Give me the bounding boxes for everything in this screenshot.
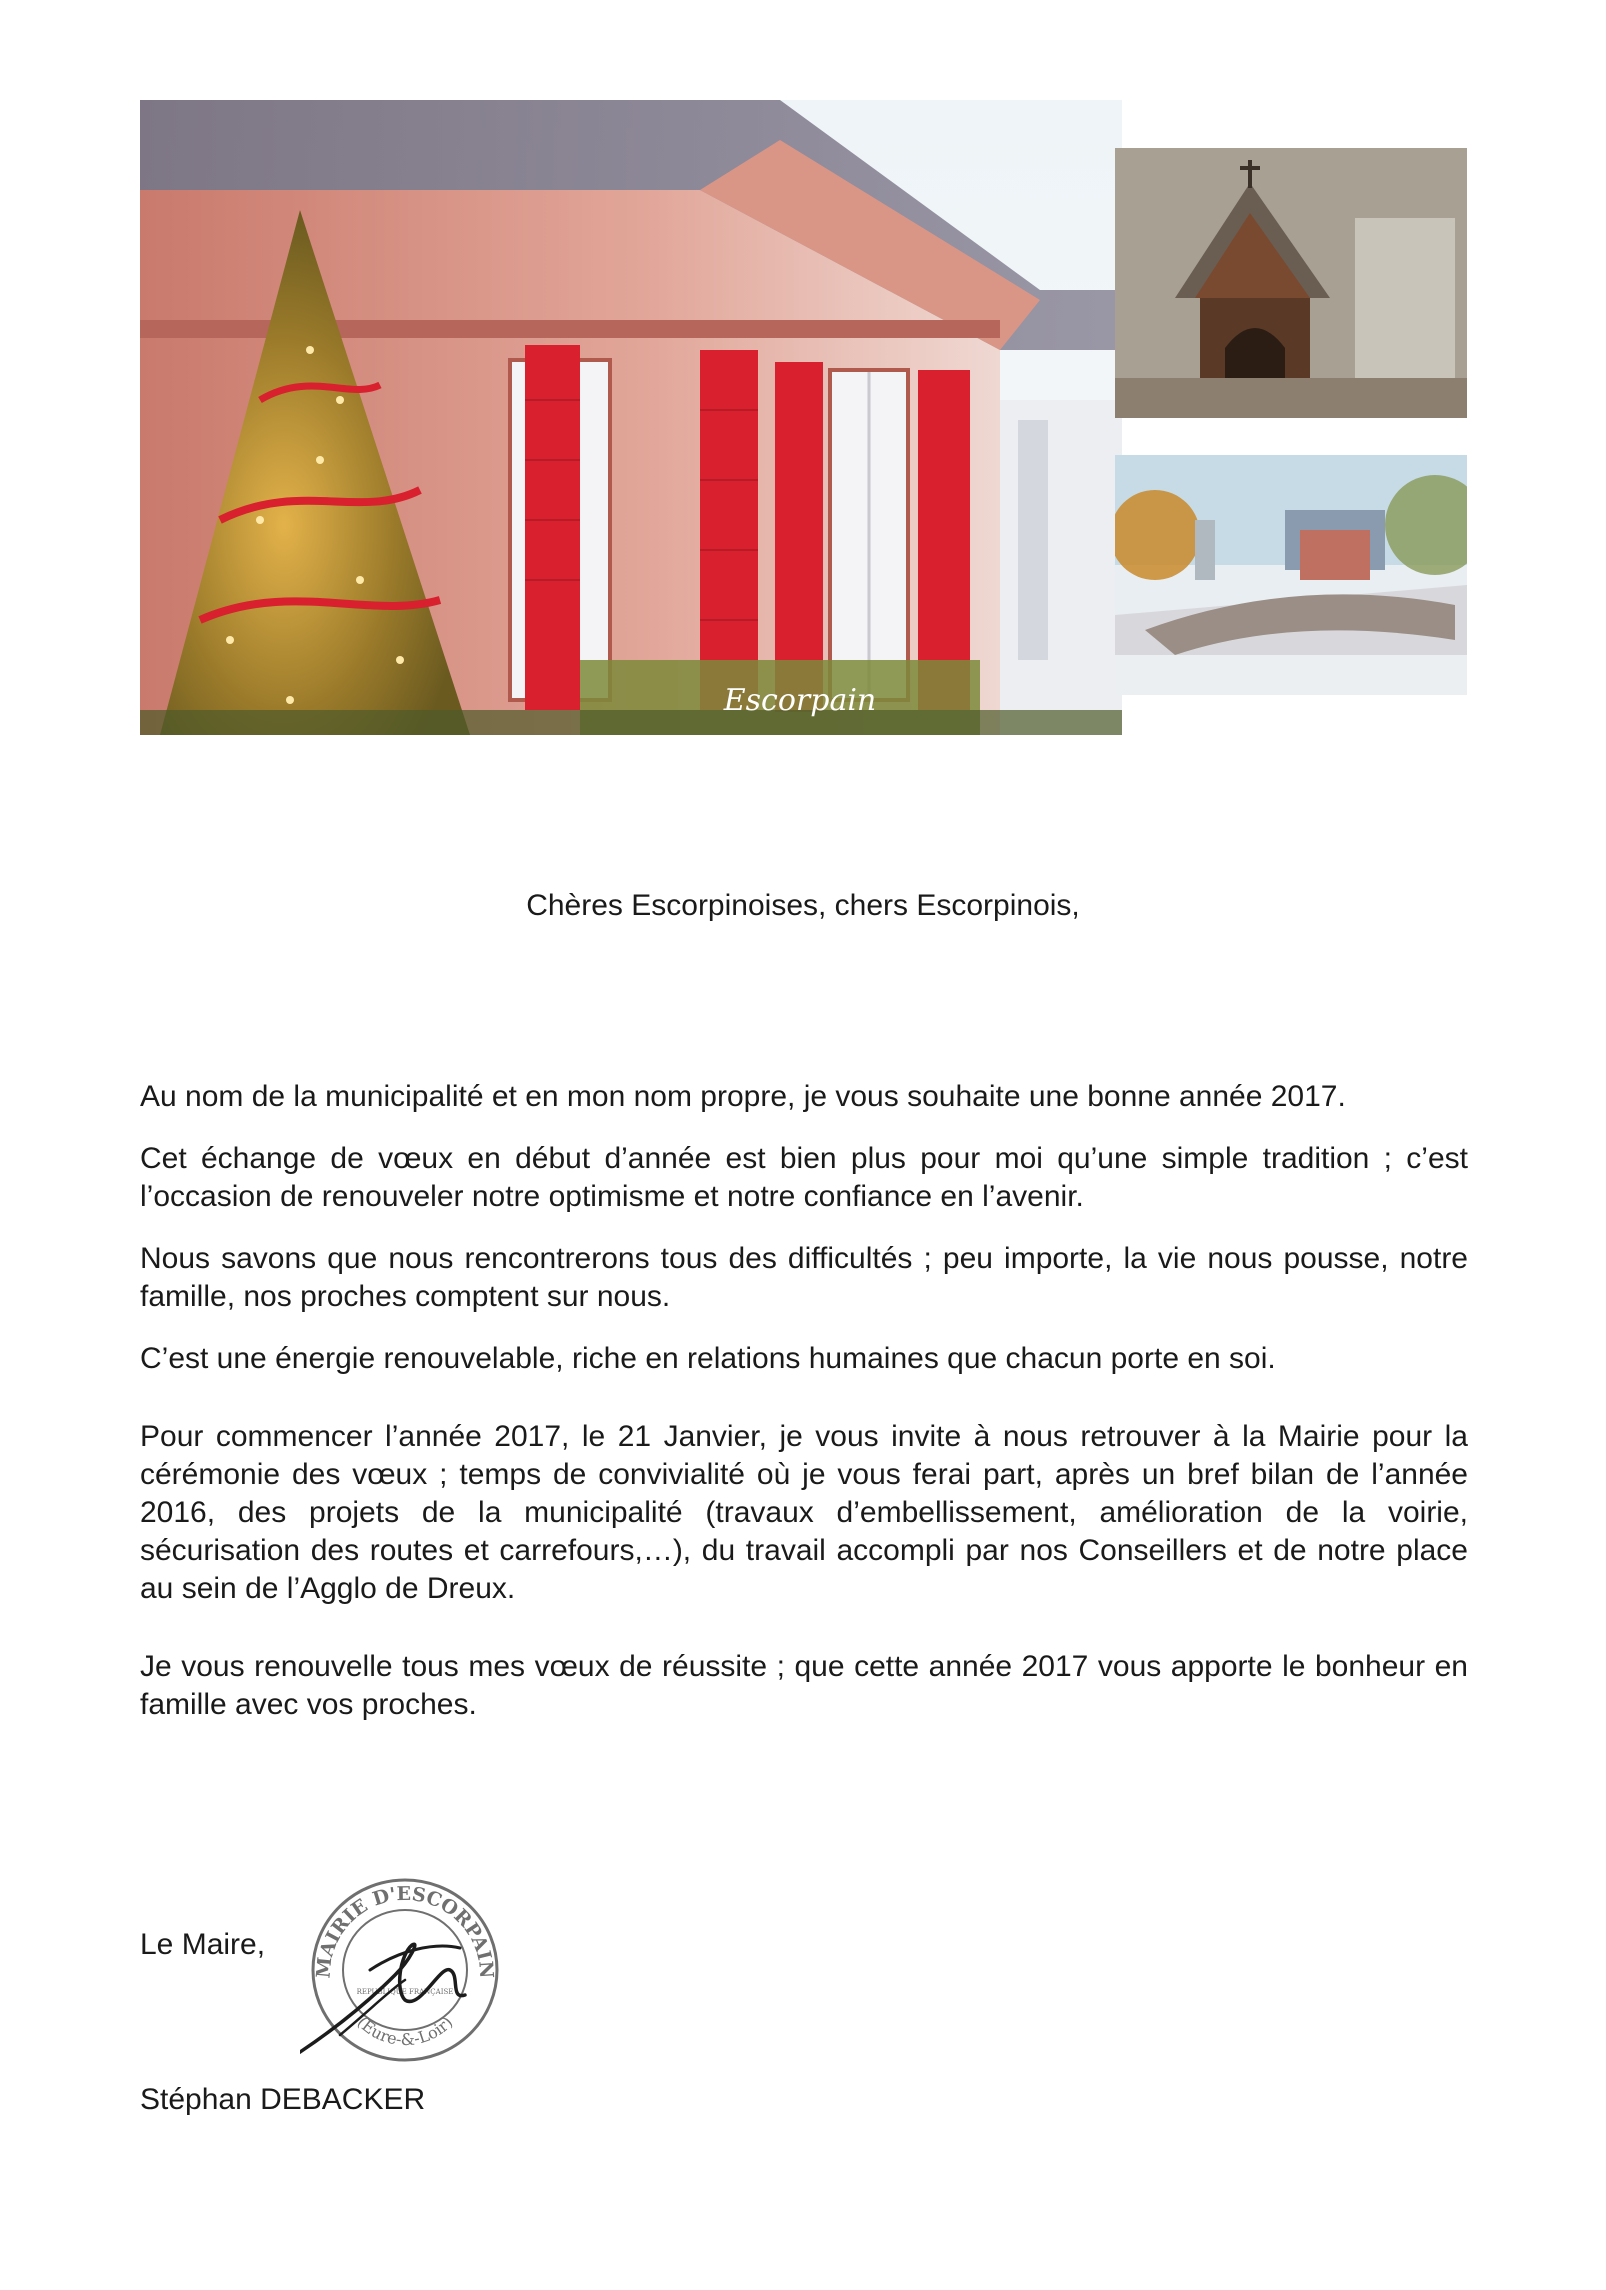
church-photo (1115, 148, 1467, 418)
stamp-center-text: REPUBLIQUE FRANÇAISE (356, 1988, 454, 1996)
stamp-bottom-text: (Eure-&-Loir) (353, 2012, 457, 2050)
town-hall-photo (140, 100, 1122, 735)
letter-greeting: Chères Escorpinoises, chers Escorpinois, (526, 889, 1080, 922)
photo-caption: Escorpain (723, 683, 877, 718)
closing-line: Le Maire, (140, 1928, 266, 1961)
letter-body (140, 1078, 1468, 1748)
paragraph: Cet échange de vœux en début d’année est bien plus pour moi qu’une simple tradition ; c’est l’occasion de renouveler notre optimisme et notre confiance en l’avenir. (140, 1142, 1468, 1213)
paragraph: Nous savons que nous rencontrerons tous des difficultés ; peu importe, la vie nous pousse, notre famille, nos proches comptent sur nous. (140, 1242, 1468, 1313)
paragraph: Pour commencer l’année 2017, le 21 Janvier, je vous invite à nous retrouver à la Mairie pour la cérémonie des vœux ; temps de convivialité où je vous ferai part, après un bref bilan de l’année 2016, des projets de la municipalité (travaux d’embellissement, amélioration de la voirie, sécurisation des routes et carrefours,…), du travail accompli par nos Conseillers et de notre place au sein de l’Agglo de Dreux. (140, 1420, 1468, 1605)
signer-name: Stéphan DEBACKER (140, 2083, 426, 2116)
mairie-stamp (300, 1870, 510, 2070)
village-square-photo (1115, 455, 1467, 695)
stamp-top-text: MAIRIE D'ESCORPAIN (312, 1882, 498, 1980)
paragraph: Au nom de la municipalité et en mon nom propre, je vous souhaite une bonne année 2017. (140, 1080, 1346, 1113)
svg-text:(Eure-&-Loir) (353, 2013, 456, 2050)
paragraph: C’est une énergie renouvelable, riche en relations humaines que chacun porte en soi. (140, 1342, 1276, 1375)
paragraph: Je vous renouvelle tous mes vœux de réussite ; que cette année 2017 vous apporte le bonheur en famille avec vos proches. (140, 1650, 1468, 1721)
